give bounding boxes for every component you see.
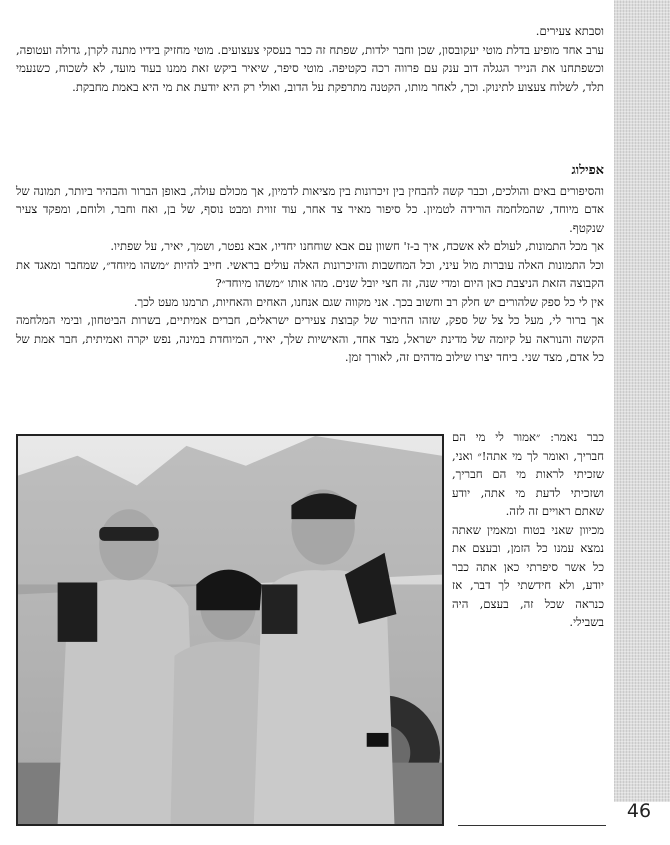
page-number: 46 [626, 800, 652, 822]
epilogue-paragraph: אין לי כל ספק שלהורים יש חלק רב וחשוב בכך. אני מקווה שגם אנחנו, האחים והאחיות, תרמנו מעט לכך. [133, 294, 604, 309]
footer-rule [458, 825, 606, 826]
photo-illustration [18, 436, 442, 824]
epilogue-paragraph: אך ברור לי, מעל כל צל של ספק, שזהו החיבור של קבוצת צעירים ישראלים, חברים אמיתיים, בשרות הביטחון, ובימי המלחמה הקשה והנוראה על קיומה של מדינת ישראל, מצד אחד, והאישיות שלך, יאיר, המיוחדת במינה, נפש יקרה ואמיתית, חבר אמת של כל אדם, מצד שני. ביחד יצרו שילוב מדהים זה, לאורך זמן. [16, 313, 604, 364]
side-paragraph: מכיוון שאני בטוח ומאמין שאתה נמצא עמנו כל הזמן, ובעצם את כל אשר סיפרתי כאן אתה כבר יודע, ולא חידשתי לך דבר, אז כנראה שכל זה, בעצם, היה בשבילי. [452, 522, 604, 629]
epilogue-paragraph: אך מכל התמונות, לעולם לא אשכח, איך ב-ז' חשוון עם אבא שוחחנו יחדיו, אבא נפטר, ושמך, יאיר, על שפתיו. [110, 239, 604, 253]
epilogue-paragraph: וכל התמונות האלה עוברות מול עיני, וכל המחשבות והזיכרונות האלה עולים בראשי. חייב להיות ״משהו מיוחד״, שמחבר ומאגד את הקבוצה הזאת הניצבת כאן היום ומדי שנה, זה חצי יובל שנים. מהו אותו ״משהו מיוחד״? [16, 257, 604, 290]
section-heading: אפילוג [571, 163, 604, 178]
epilogue-section [16, 162, 604, 367]
intro-paragraph: ערב אחד מופיע בדלת מוטי יעקובסון, שכן וחבר ילדות, שפתח זה כבר בעסקי צעצועים. מוטי מחזיק בידיו מתנה לקרן, גדולה ועטופה, וכשפתחנו את הנייר הגגלה דוב ענק עם פרווה רכה כקטיפה. מוטי סיפר, שיאיר ביקש זאת ממנו בעוד מועד, לא לשכוח, כשנעמי תלד, לשלוח צעצוע לתינוק. וכך, לאחר מותו, הקטנה מתרפקת על הדוב, ואולי רק היא יודעת את מי היא באמת מחבקת. [16, 42, 604, 94]
group-photo [16, 434, 444, 826]
photo-side-text [452, 428, 604, 632]
intro-paragraph: וסבתא צעירים. [535, 24, 604, 38]
intro-text-block [16, 22, 604, 96]
epilogue-paragraph: והסיפורים באים והולכים, וכבר קשה להבחין בין זיכרונות בין מציאות לדמיון, אך מכולם עולה, באופן הברור והבהיר ביותר, תמונה של אדם מיוחד, שהמלחמה הורידה לטמיון. כל סיפור מאיר צד אחר, עוד זווית ומבט נוסף, של בן, ואח וחבר, ולוחם, ומפקד צעיר שנקטף. [16, 183, 604, 235]
side-paragraph: כבר נאמר: ״אמור לי מי הם חבריך, ואומר לך מי אתה!״ ואני, שזכיתי לראות מי הם חבריך, ושזכיתי לדעת מי אתה, יודע שאתם ראויים זה לזה. [452, 430, 604, 518]
page-edge-strip [614, 0, 670, 802]
